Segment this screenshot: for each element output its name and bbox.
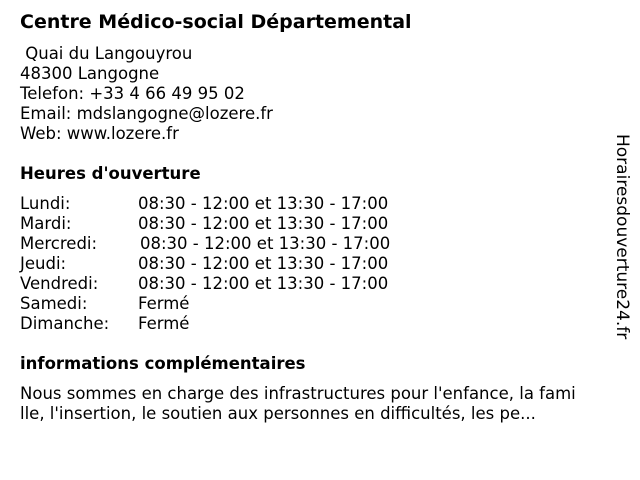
web-line: Web: www.lozere.fr: [20, 124, 179, 143]
hours-time: 08:30 - 12:00 et 13:30 - 17:00: [138, 254, 389, 273]
hours-day: Vendredi:: [20, 274, 99, 293]
contact-block: [20, 44, 273, 144]
hours-time: 08:30 - 12:00 et 13:30 - 17:00: [138, 214, 389, 233]
hours-day: Mardi:: [20, 214, 72, 233]
side-brand-watermark: Horairesdouverture24.fr: [612, 134, 632, 340]
hours-day: Samedi:: [20, 294, 88, 313]
info-heading: informations complémentaires: [20, 354, 306, 373]
hours-time: 08:30 - 12:00 et 13:30 - 17:00: [138, 274, 389, 293]
info-description: Nous sommes en charge des infrastructures pour l'enfance, la famille, l'insertion, le soutien aux personnes en difficultés, les pe...: [20, 384, 576, 423]
hours-day: Lundi:: [20, 194, 71, 213]
page-title: Centre Médico-social Départemental: [20, 11, 412, 33]
address-street: Quai du Langouyrou: [20, 44, 193, 63]
hours-time: 08:30 - 12:00 et 13:30 - 17:00: [140, 234, 391, 253]
phone-line: Telefon: +33 4 66 49 95 02: [20, 84, 245, 103]
email-line: Email: mdslangogne@lozere.fr: [20, 104, 273, 123]
hours-day: Mercredi:: [20, 234, 98, 253]
hours-time: Fermé: [138, 314, 190, 333]
hours-day: Dimanche:: [20, 314, 110, 333]
hours-time: Fermé: [138, 294, 190, 313]
hours-heading: Heures d'ouverture: [20, 164, 201, 183]
hours-day: Jeudi:: [20, 254, 67, 273]
address-city: 48300 Langogne: [20, 64, 160, 83]
hours-time: 08:30 - 12:00 et 13:30 - 17:00: [138, 194, 389, 213]
